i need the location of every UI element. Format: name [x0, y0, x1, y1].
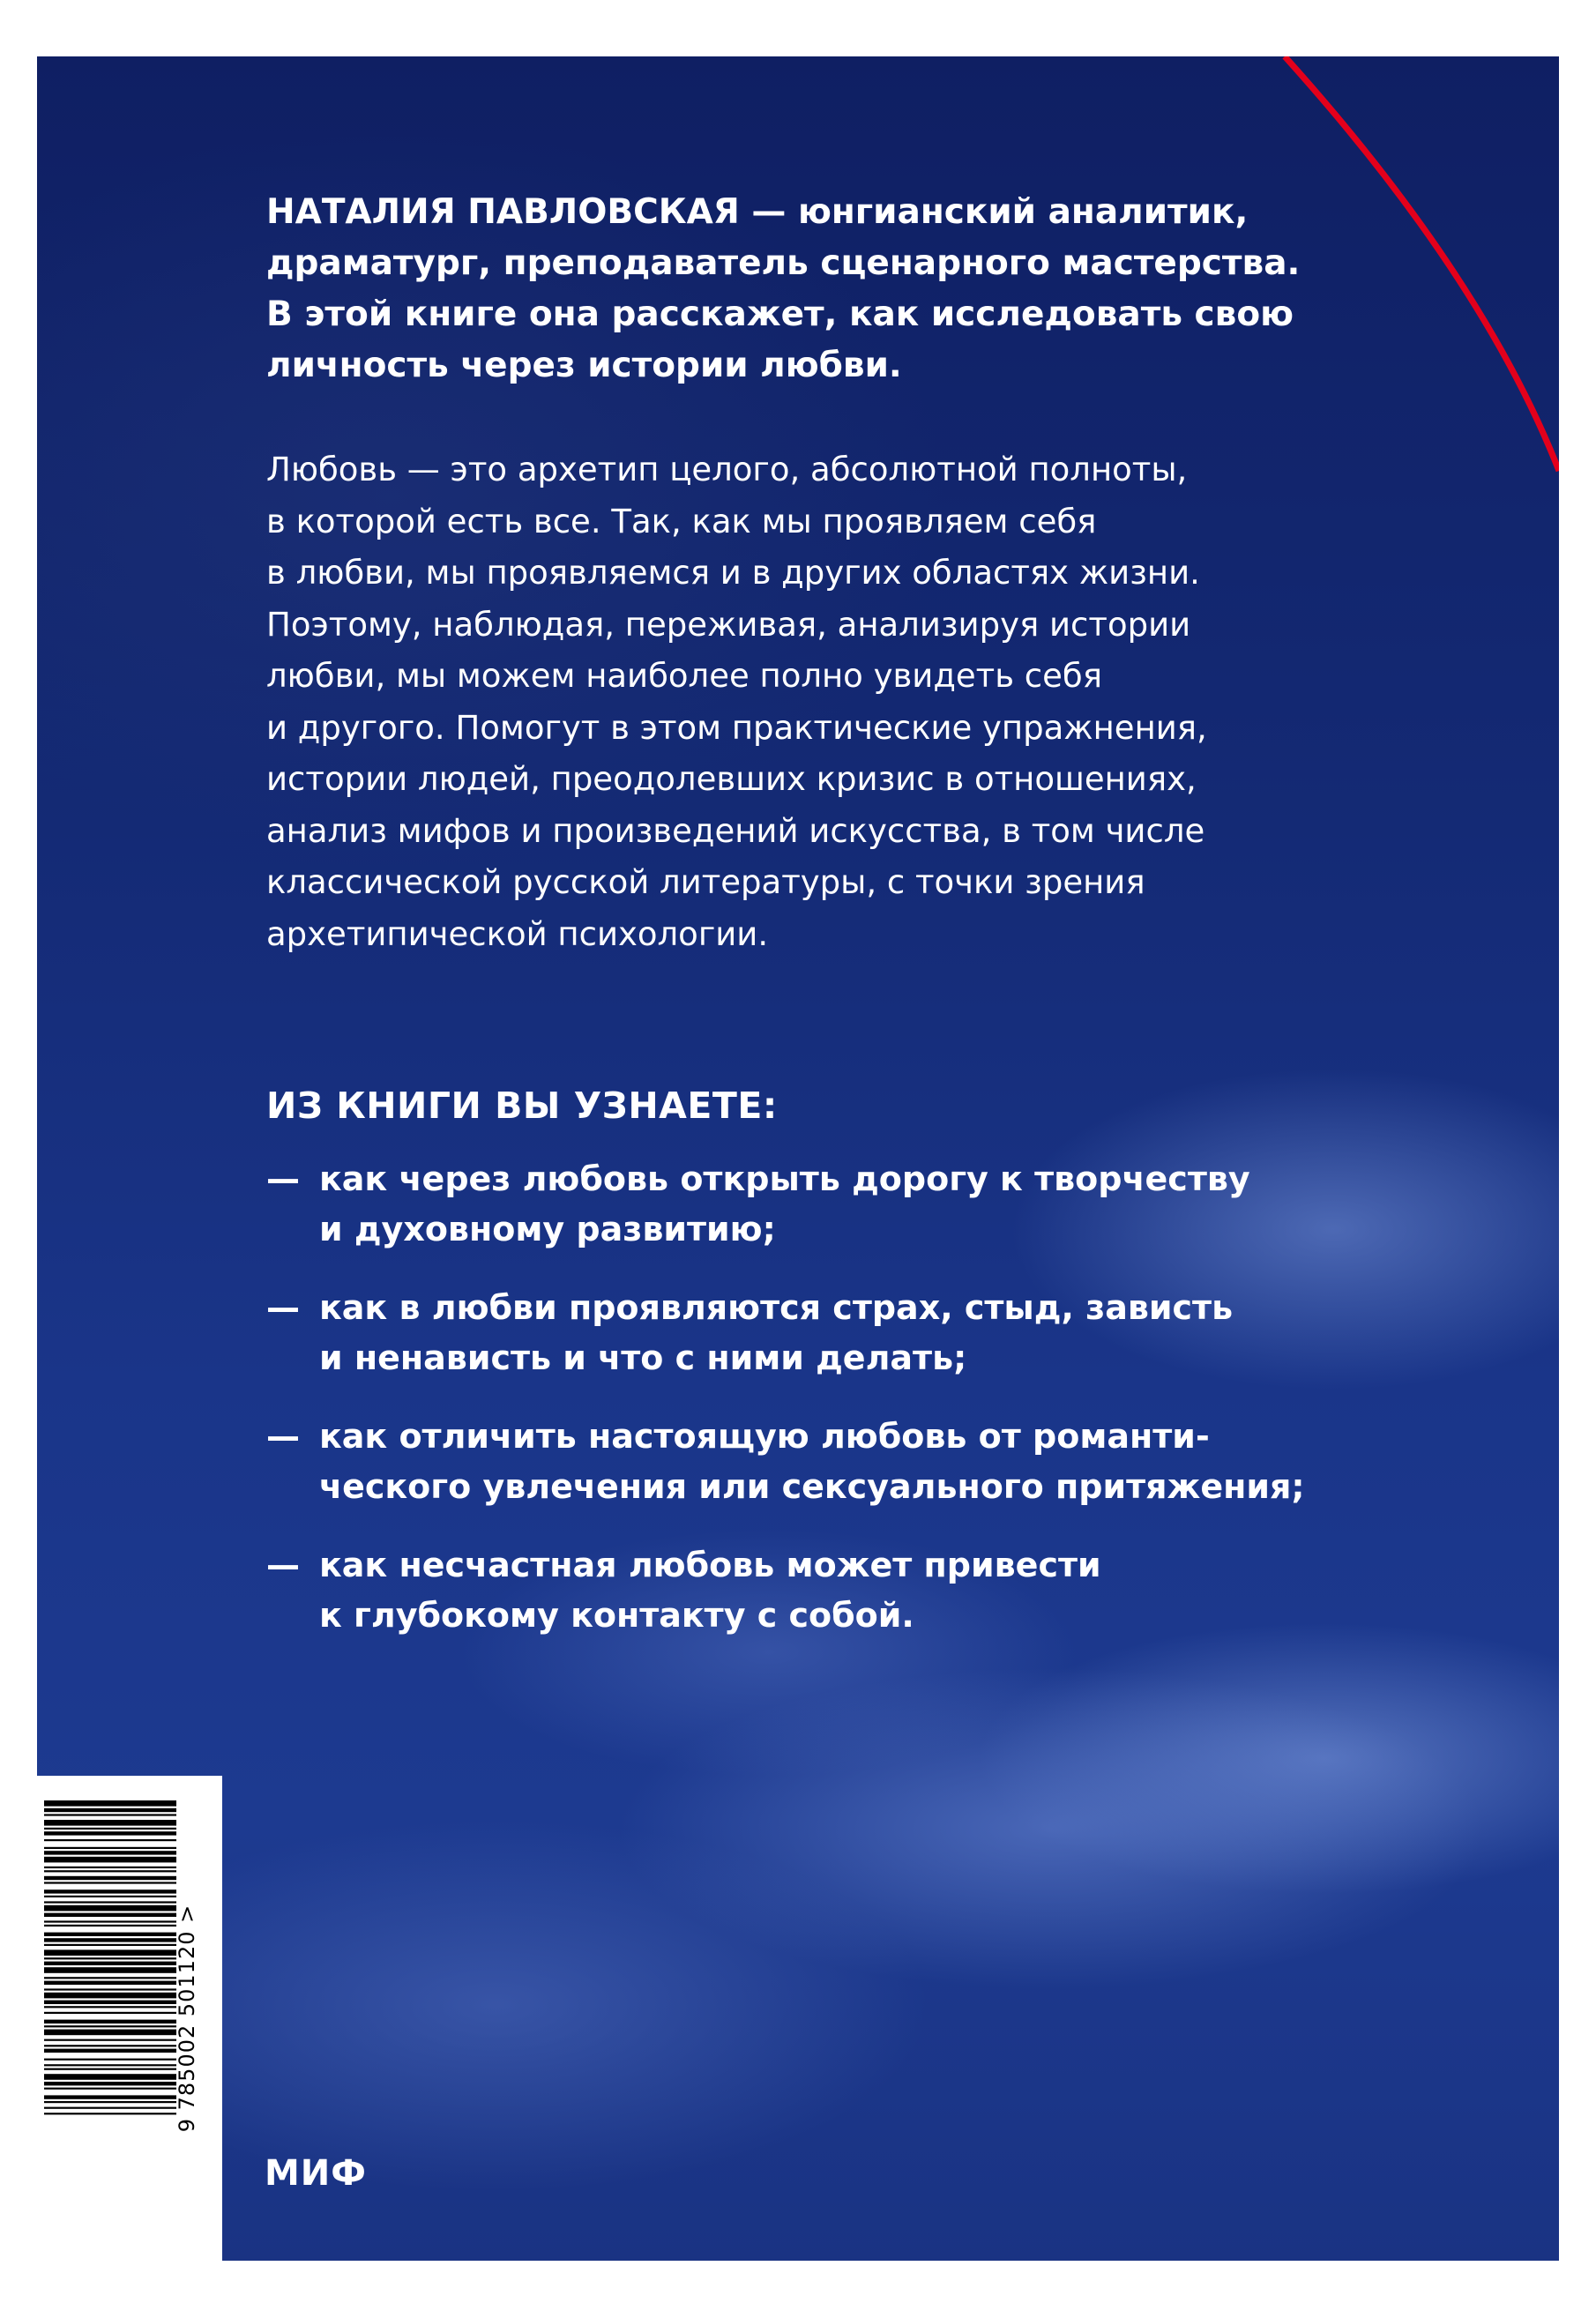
barcode-bar	[44, 1867, 176, 1868]
barcode-bar	[44, 1905, 176, 1912]
barcode-bar	[44, 1814, 176, 1815]
barcode-bar	[44, 2020, 176, 2024]
barcode-bars	[44, 1795, 176, 2247]
bullet-text: как несчастная любовь может привести к глубокому контакту с собой.	[319, 1546, 1101, 1635]
bullet-text: как отличить настоящую любовь от романти- ческого увлечения или сексуального притяжения;	[319, 1417, 1305, 1506]
barcode-bar	[44, 2045, 176, 2046]
barcode-bar	[44, 1920, 176, 1922]
author-intro: НАТАЛИЯ ПАВЛОВСКАЯ — юнгианский аналитик, драматург, преподаватель сценарного мастерства. В этой книге она расскажет, как исследовать свою личность через истории любви.	[266, 192, 1301, 385]
barcode-bar	[44, 1938, 176, 1942]
book-back-cover	[37, 56, 1559, 2261]
barcode-bar	[44, 2059, 176, 2061]
list-item	[266, 1540, 1377, 1641]
barcode-bar	[44, 1967, 176, 1973]
barcode-bar	[44, 2012, 176, 2014]
barcode-bar	[44, 2095, 176, 2098]
barcode-bar	[44, 1820, 176, 1826]
barcode-bar	[44, 2049, 176, 2053]
barcode-bar	[44, 1957, 176, 1959]
barcode-bar	[44, 2113, 176, 2114]
barcode-bar	[44, 2064, 176, 2066]
barcode-bar	[44, 1851, 176, 1854]
barcode-bar	[44, 1839, 176, 1841]
barcode-bar	[44, 2088, 176, 2090]
barcode-bar	[44, 1896, 176, 1897]
barcode-bar	[44, 1847, 176, 1849]
barcode-bar	[44, 1988, 176, 1990]
list-item	[266, 1283, 1377, 1383]
barcode-bar	[44, 1993, 176, 1999]
barcode-bar	[44, 2068, 176, 2070]
barcode-bar	[44, 1962, 176, 1965]
barcode-bar	[44, 1977, 176, 1979]
barcode-bar	[44, 1913, 176, 1917]
barcode-bar	[44, 1949, 176, 1956]
bullet-text: как в любви проявляются страх, стыд, зависть и ненависть и что с ними делать;	[319, 1288, 1234, 1377]
barcode-bar	[44, 1808, 176, 1812]
barcode-bar	[44, 1828, 176, 1830]
isbn-barcode	[37, 1776, 222, 2261]
publisher-logo: МИФ	[265, 2153, 367, 2194]
barcode-bar	[44, 2001, 176, 2004]
barcode-bar	[44, 1831, 176, 1835]
barcode-bar	[44, 1981, 176, 1985]
bullet-dash: —	[266, 1159, 300, 1198]
barcode-bar	[44, 2101, 176, 2103]
barcode-bar	[44, 1800, 176, 1807]
bullet-dash: —	[266, 1546, 300, 1584]
bullet-text: как через любовь открыть дорогу к творчеству и духовному развитию;	[319, 1159, 1250, 1248]
barcode-bar	[44, 2082, 176, 2085]
barcode-bar	[44, 1876, 176, 1880]
barcode-bar	[44, 1857, 176, 1863]
isbn-number: 9 785002 501120 >	[175, 1904, 199, 2133]
barcode-bar	[44, 1901, 176, 1903]
barcode-bar	[44, 1944, 176, 1946]
barcode-bar	[44, 1889, 176, 1893]
barcode-bar	[44, 1870, 176, 1872]
barcode-bar	[44, 2025, 176, 2027]
barcode-bar	[44, 2006, 176, 2008]
bullet-dash: —	[266, 1288, 300, 1327]
description-paragraph: Любовь — это архетип целого, абсолютной полноты, в которой есть все. Так, как мы проявляем себя в любви, мы проявляемся и в других областях жизни. Поэтому, наблюдая, переживая, анализируя истории любви, мы можем наиболее полно увидеть себя и другого. Помогут в этом практические упражнения, истории людей, преодолевших кризис в отношениях, анализ мифов и произведений искусства, в том числе классической русской литературы, с точки зрения архетипической психологии.	[266, 451, 1207, 953]
barcode-bar	[44, 1925, 176, 1927]
barcode-bar	[44, 2030, 176, 2036]
bullet-dash: —	[266, 1417, 300, 1456]
section-heading: ИЗ КНИГИ ВЫ УЗНАЕТЕ:	[266, 1084, 778, 1127]
barcode-bar	[44, 2107, 176, 2109]
barcode-bar	[44, 1933, 176, 1936]
barcode-bar	[44, 2074, 176, 2080]
bullet-list	[266, 1154, 1377, 1669]
barcode-bar	[44, 1882, 176, 1883]
barcode-bar	[44, 2039, 176, 2041]
list-item	[266, 1154, 1377, 1255]
list-item	[266, 1412, 1377, 1512]
